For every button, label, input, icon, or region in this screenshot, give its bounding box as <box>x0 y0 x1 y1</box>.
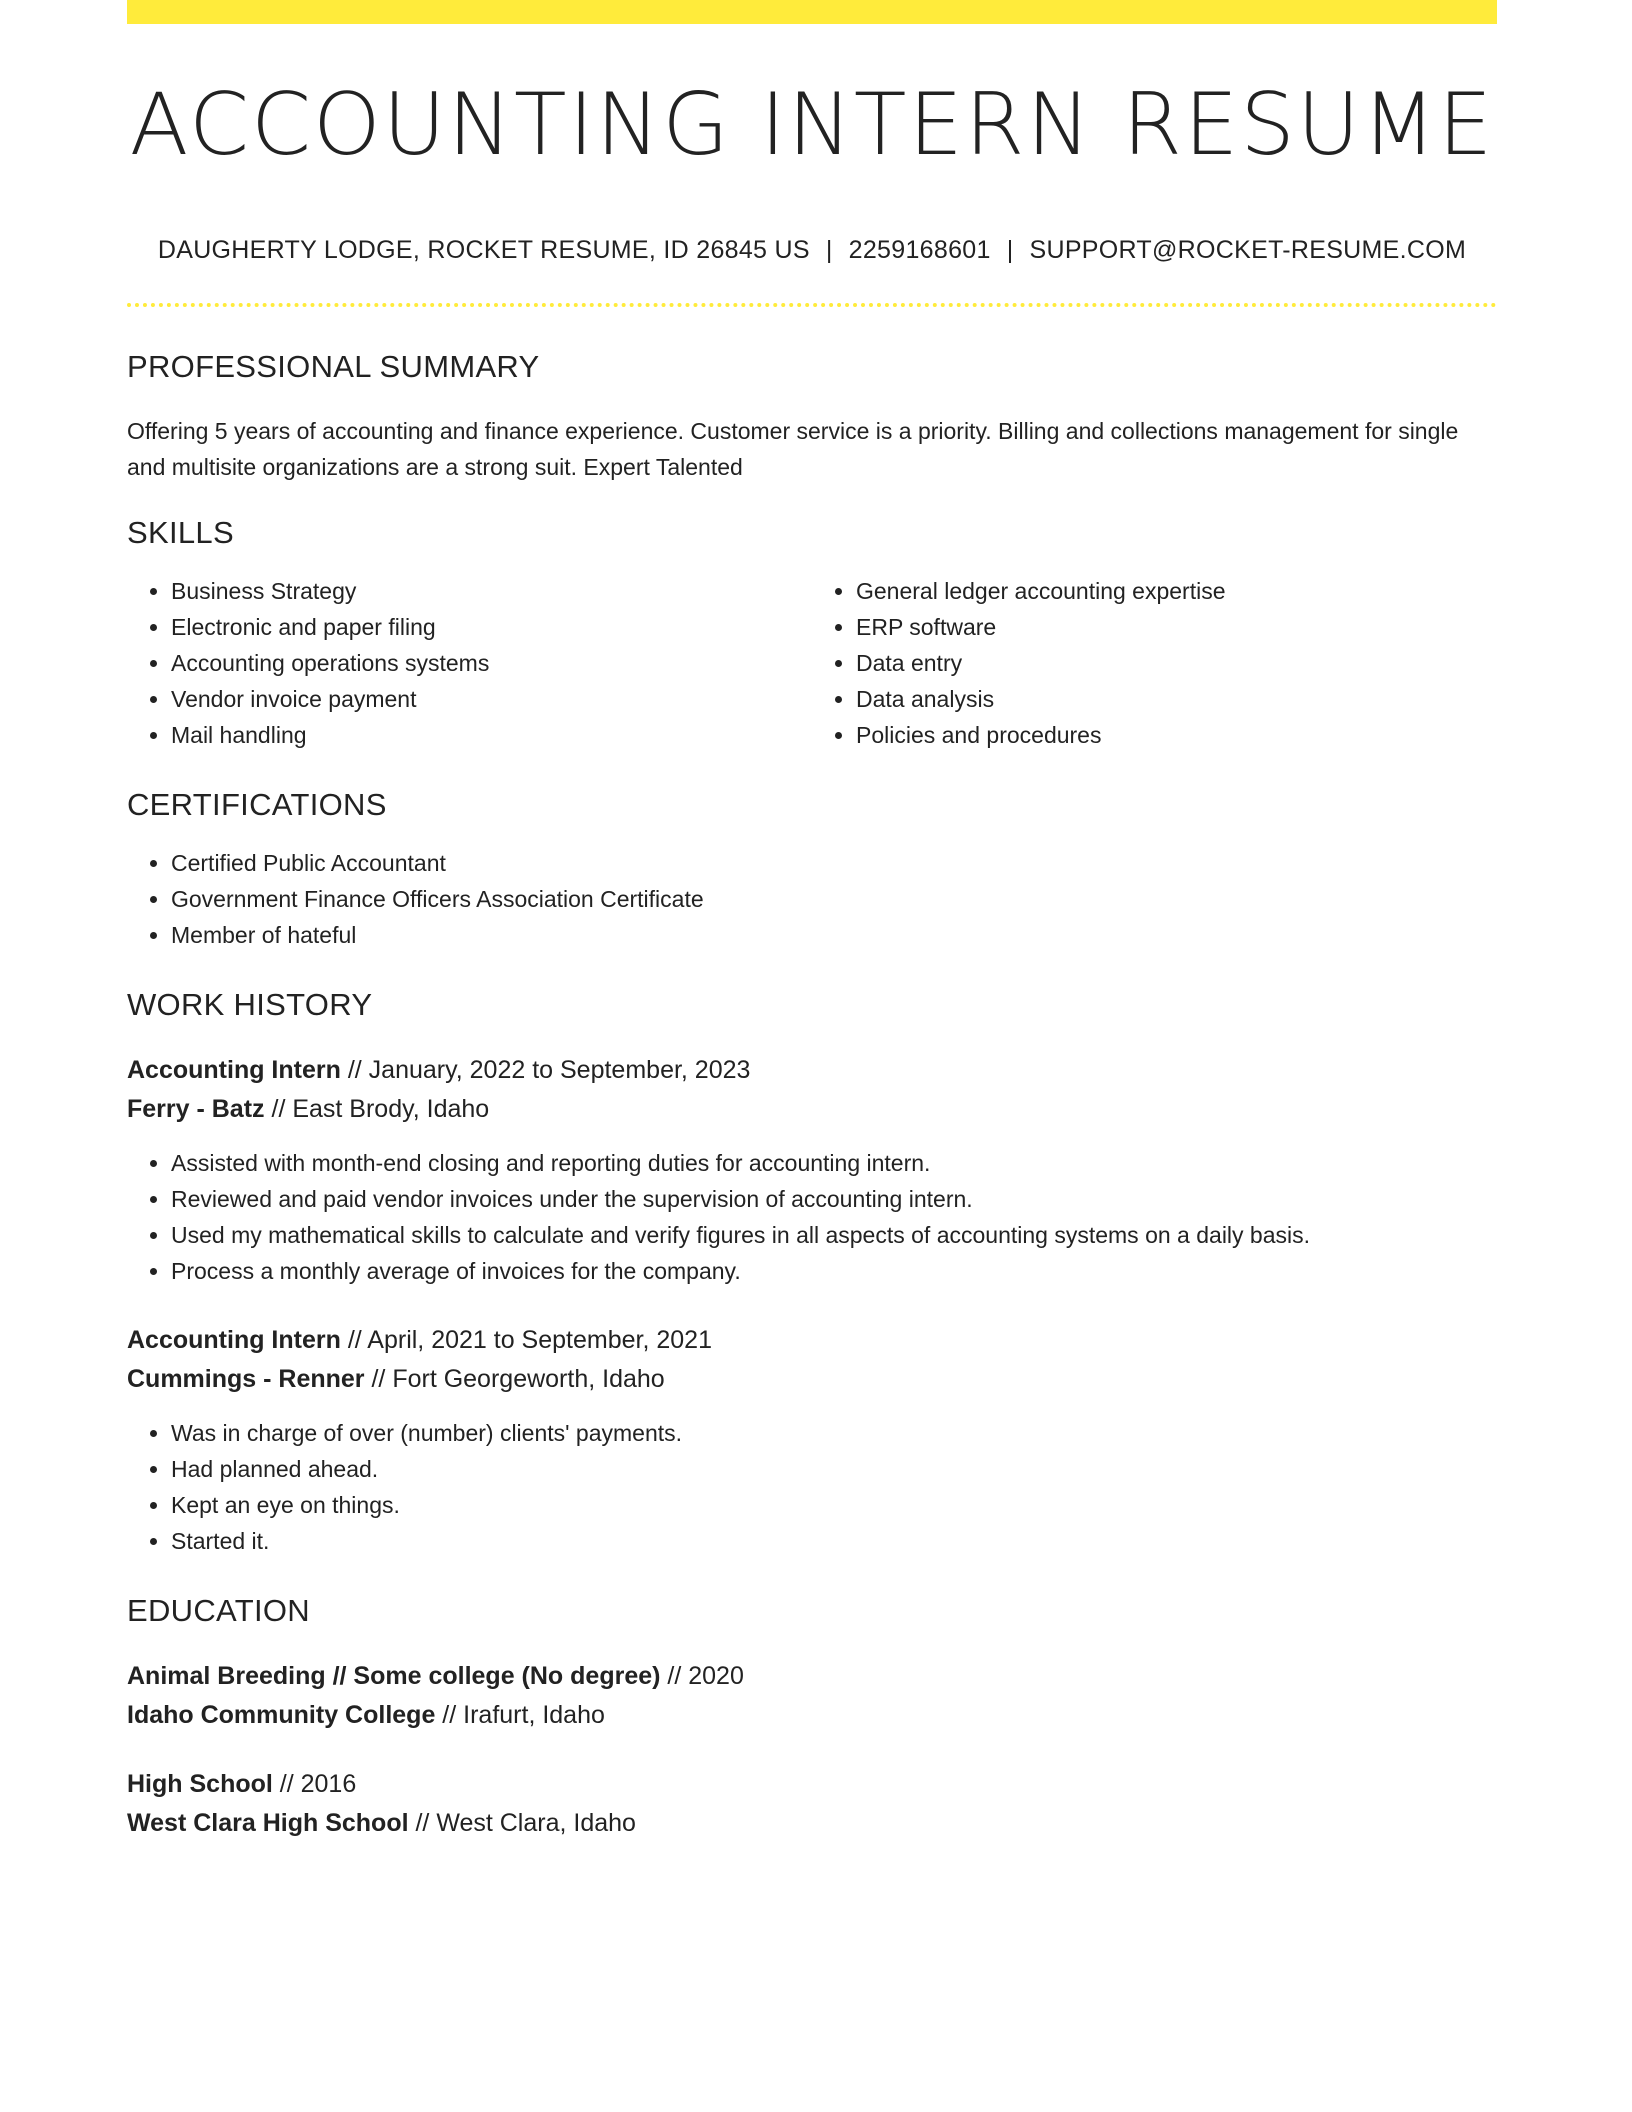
contact-phone: 2259168601 <box>848 236 991 264</box>
list-item: • Was in charge of over (number) clients' payments. <box>171 1415 1497 1451</box>
education-school-line <box>127 1804 1497 1843</box>
job-bullets <box>127 1145 1497 1289</box>
contact-address: DAUGHERTY LODGE, ROCKET RESUME, ID 26845 US <box>157 236 810 264</box>
contact-separator: | <box>825 236 833 264</box>
list-item: • Process a monthly average of invoices for the company. <box>171 1253 1497 1289</box>
list-item: • Certified Public Accountant <box>171 845 1497 881</box>
job-bullets <box>127 1415 1497 1559</box>
education-degree-line <box>127 1657 1497 1696</box>
list-item: • Data entry <box>856 645 1497 681</box>
list-item: • Accounting operations systems <box>171 645 812 681</box>
contact-line <box>127 236 1497 265</box>
education-degree: High School <box>127 1770 273 1798</box>
list-item: • Kept an eye on things. <box>171 1487 1497 1523</box>
education-degree-line <box>127 1765 1497 1804</box>
certifications-heading: CERTIFICATIONS <box>127 787 387 822</box>
resume-page <box>127 0 1497 1843</box>
skills-heading: SKILLS <box>127 515 234 550</box>
job-company-line <box>127 1360 1497 1399</box>
resume-title: ACCOUNTING INTERN RESUME <box>129 75 1495 175</box>
list-item: • Member of hateful <box>171 917 1497 953</box>
list-item: • Used my mathematical skills to calculate and verify figures in all aspects of accounting systems on a daily basis. <box>171 1217 1497 1253</box>
job-title: Accounting Intern <box>127 1056 341 1084</box>
education-year: // 2020 <box>660 1662 744 1690</box>
list-item: • ERP software <box>856 609 1497 645</box>
list-item: • Reviewed and paid vendor invoices under the supervision of accounting intern. <box>171 1181 1497 1217</box>
work-history-section <box>127 987 1497 1559</box>
list-item: • General ledger accounting expertise <box>856 573 1497 609</box>
job-title: Accounting Intern <box>127 1326 341 1354</box>
contact-email[interactable]: SUPPORT@ROCKET-RESUME.COM <box>1029 236 1467 264</box>
job-company: Cummings - Renner <box>127 1365 365 1393</box>
list-item: • Had planned ahead. <box>171 1451 1497 1487</box>
summary-heading: PROFESSIONAL SUMMARY <box>127 349 540 384</box>
job-entry <box>127 1051 1497 1289</box>
list-item: • Vendor invoice payment <box>171 681 812 717</box>
dotted-divider <box>127 303 1497 307</box>
job-dates: // April, 2021 to September, 2021 <box>340 1326 712 1354</box>
list-item: • Started it. <box>171 1523 1497 1559</box>
certifications-section <box>127 787 1497 953</box>
education-entry <box>127 1765 1497 1843</box>
education-entry <box>127 1657 1497 1735</box>
list-item: • Business Strategy <box>171 573 812 609</box>
summary-section <box>127 349 1497 485</box>
education-degree: Animal Breeding // Some college (No degree) <box>127 1662 661 1690</box>
skills-section <box>127 515 1497 753</box>
education-school: West Clara High School <box>127 1809 409 1837</box>
education-heading: EDUCATION <box>127 1593 310 1628</box>
education-school: Idaho Community College <box>127 1701 436 1729</box>
list-item: • Electronic and paper filing <box>171 609 812 645</box>
job-company-line <box>127 1090 1497 1129</box>
list-item: • Mail handling <box>171 717 812 753</box>
education-school-line <box>127 1696 1497 1735</box>
job-location: // Fort Georgeworth, Idaho <box>364 1365 665 1393</box>
list-item: • Policies and procedures <box>856 717 1497 753</box>
education-section <box>127 1593 1497 1843</box>
job-title-line <box>127 1051 1497 1090</box>
education-year: // 2016 <box>272 1770 357 1798</box>
list-item: • Data analysis <box>856 681 1497 717</box>
education-location: // Irafurt, Idaho <box>435 1701 605 1729</box>
education-location: // West Clara, Idaho <box>408 1809 636 1837</box>
work-history-heading: WORK HISTORY <box>127 987 373 1022</box>
job-location: // East Brody, Idaho <box>264 1095 490 1123</box>
accent-bar <box>127 0 1497 24</box>
certifications-list <box>127 845 1497 953</box>
job-title-line <box>127 1321 1497 1360</box>
job-dates: // January, 2022 to September, 2023 <box>340 1056 751 1084</box>
skills-list-right <box>812 573 1497 753</box>
skills-columns <box>127 573 1497 753</box>
contact-separator: | <box>1006 236 1014 264</box>
skills-list-left <box>127 573 812 753</box>
job-entry <box>127 1321 1497 1559</box>
list-item: • Assisted with month-end closing and reporting duties for accounting intern. <box>171 1145 1497 1181</box>
summary-text: Offering 5 years of accounting and finance experience. Customer service is a priority. Billing and collections management for single and multisite organizations are a strong suit. Expert Talented <box>127 418 1459 480</box>
list-item: • Government Finance Officers Association Certificate <box>171 881 1497 917</box>
job-company: Ferry - Batz <box>127 1095 265 1123</box>
